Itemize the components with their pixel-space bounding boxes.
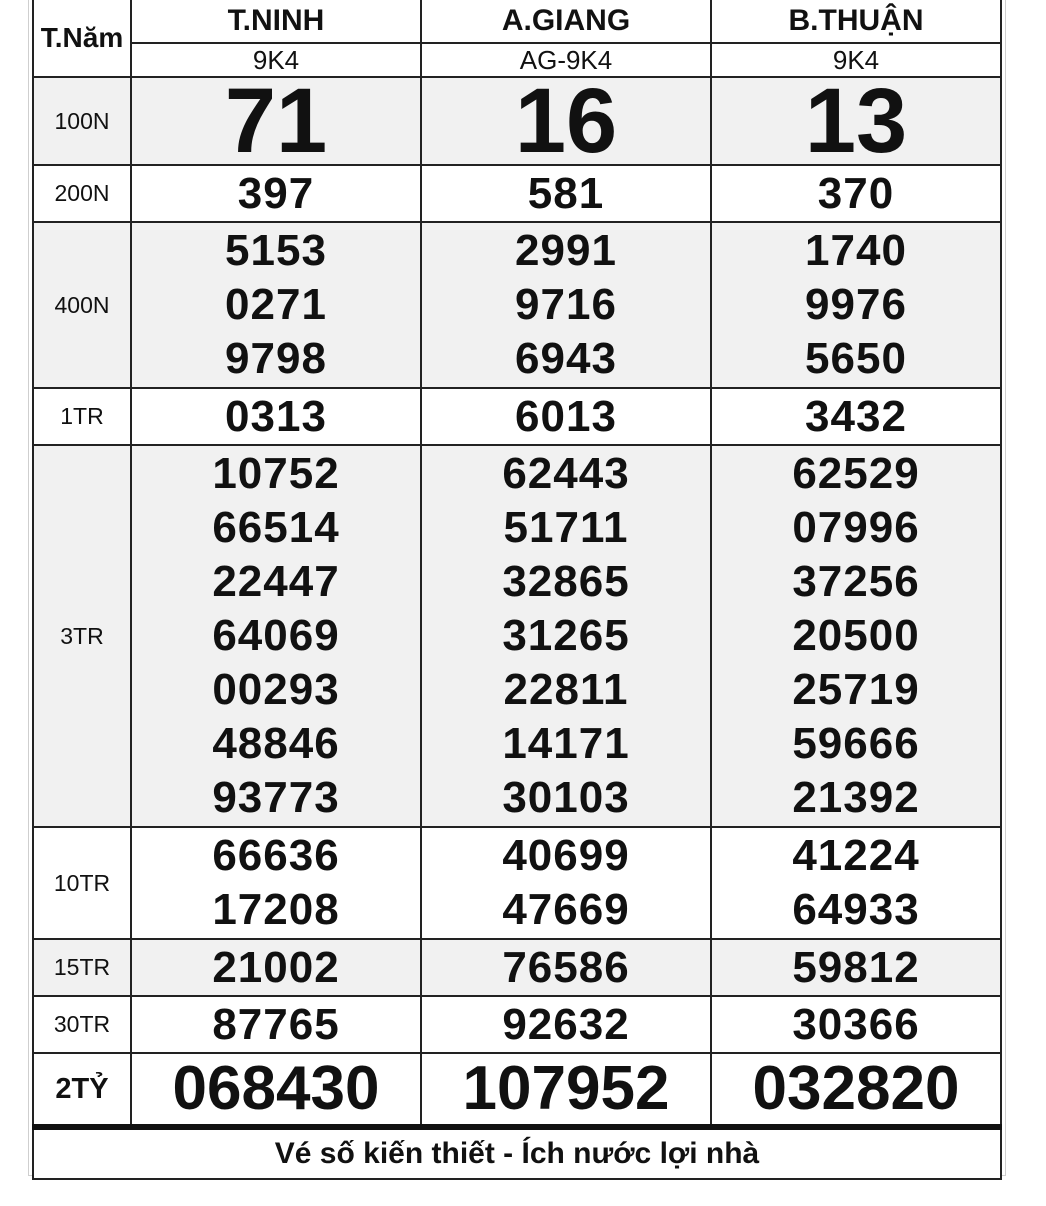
prize-number: 22811: [503, 665, 629, 714]
prize-cell: [421, 388, 711, 445]
prize-cell: [421, 939, 711, 996]
prize-number: 17208: [212, 885, 340, 934]
prize-number: 76586: [502, 942, 630, 992]
prize-number: 64069: [212, 611, 340, 660]
prize-number: 0271: [225, 280, 327, 329]
prize-cell: [711, 77, 1001, 165]
prize-row-10tr: [33, 827, 1001, 939]
province-name-3: B.THUẬN: [711, 0, 1001, 43]
prize-cell: [131, 445, 421, 827]
prize-cell: [131, 222, 421, 388]
prize-cell: [421, 827, 711, 939]
prize-row-jackpot: [33, 1053, 1001, 1127]
prize-cell: [421, 222, 711, 388]
province-code-2: AG-9K4: [421, 43, 711, 77]
prize-number: 25719: [792, 665, 920, 714]
prize-number: 30103: [502, 773, 630, 822]
prize-number: 64933: [792, 885, 920, 934]
prize-number: 59666: [792, 719, 920, 768]
prize-number: 66514: [212, 503, 340, 552]
prize-number: 51711: [503, 503, 629, 552]
province-code-1: 9K4: [131, 43, 421, 77]
prize-cell: [131, 939, 421, 996]
lottery-results-table: [32, 0, 1002, 1180]
prize-number: 5153: [225, 226, 327, 275]
prize-cell: [131, 165, 421, 222]
prize-cell: [711, 445, 1001, 827]
prize-label: 3TR: [33, 445, 131, 827]
prize-number: 47669: [502, 885, 630, 934]
prize-number: 31265: [502, 611, 630, 660]
prize-number: 41224: [792, 831, 920, 880]
prize-label: 10TR: [33, 827, 131, 939]
prize-number: 93773: [212, 773, 340, 822]
prize-label: 200N: [33, 165, 131, 222]
jackpot-label: 2TỶ: [33, 1053, 131, 1127]
prize-number: 1740: [805, 226, 907, 275]
prize-row-200n: [33, 165, 1001, 222]
prize-number: 14171: [502, 719, 630, 768]
prize-row-3tr: [33, 445, 1001, 827]
prize-number: 92632: [502, 999, 630, 1049]
prize-number: 10752: [212, 449, 340, 498]
prize-number: 397: [237, 168, 315, 218]
prize-number: 0313: [225, 391, 327, 441]
prize-cell: [711, 222, 1001, 388]
province-name-1: T.NINH: [131, 0, 421, 43]
prize-row-15tr: [33, 939, 1001, 996]
prize-number: 48846: [212, 719, 340, 768]
prize-number: 9798: [225, 334, 327, 383]
prize-cell: [711, 827, 1001, 939]
prize-number: 00293: [212, 665, 340, 714]
prize-number: 21392: [792, 773, 920, 822]
prize-number: 37256: [792, 557, 920, 606]
prize-number: 6013: [515, 391, 617, 441]
prize-cell: [421, 445, 711, 827]
prize-cell: [711, 388, 1001, 445]
prize-cell: [711, 1053, 1001, 1127]
prize-label: 30TR: [33, 996, 131, 1053]
prize-number: 62443: [502, 449, 630, 498]
prize-number: 20500: [792, 611, 920, 660]
weekday-label: T.Năm: [33, 0, 131, 77]
prize-number: 59812: [792, 942, 920, 992]
prize-number: 32865: [502, 557, 630, 606]
prize-number: 5650: [805, 334, 907, 383]
prize-label: 15TR: [33, 939, 131, 996]
prize-number: 581: [527, 168, 605, 218]
prize-cell: [131, 1053, 421, 1127]
jackpot-number: 068430: [172, 1054, 380, 1123]
prize-cell: [421, 77, 711, 165]
prize-cell: [131, 827, 421, 939]
prize-number: 13: [804, 77, 908, 165]
prize-number: 22447: [212, 557, 340, 606]
prize-number: 370: [817, 168, 895, 218]
prize-cell: [421, 996, 711, 1053]
prize-number: 16: [514, 77, 618, 165]
prize-cell: [711, 939, 1001, 996]
prize-label: 100N: [33, 77, 131, 165]
prize-cell: [421, 165, 711, 222]
prize-number: 9716: [515, 280, 617, 329]
prize-number: 62529: [792, 449, 920, 498]
prize-number: 21002: [212, 942, 340, 992]
prize-cell: [131, 996, 421, 1053]
prize-label: 400N: [33, 222, 131, 388]
prize-number: 87765: [212, 999, 340, 1049]
province-code-3: 9K4: [711, 43, 1001, 77]
prize-row-1tr: [33, 388, 1001, 445]
prize-number: 2991: [515, 226, 617, 275]
province-name-2: A.GIANG: [421, 0, 711, 43]
jackpot-number: 107952: [462, 1054, 670, 1123]
prize-number: 6943: [515, 334, 617, 383]
prize-number: 07996: [792, 503, 920, 552]
jackpot-number: 032820: [752, 1054, 960, 1123]
prize-row-100n: [33, 77, 1001, 165]
prize-cell: [711, 996, 1001, 1053]
prize-number: 9976: [805, 280, 907, 329]
prize-row-400n: [33, 222, 1001, 388]
footer-slogan: Vé số kiến thiết - Ích nước lợi nhà: [33, 1127, 1001, 1179]
prize-cell: [711, 165, 1001, 222]
prize-label: 1TR: [33, 388, 131, 445]
prize-number: 30366: [792, 999, 920, 1049]
prize-cell: [421, 1053, 711, 1127]
prize-cell: [131, 77, 421, 165]
prize-row-30tr: [33, 996, 1001, 1053]
prize-number: 71: [224, 77, 328, 165]
prize-cell: [131, 388, 421, 445]
prize-number: 3432: [805, 391, 907, 441]
prize-number: 40699: [502, 831, 630, 880]
prize-number: 66636: [212, 831, 340, 880]
